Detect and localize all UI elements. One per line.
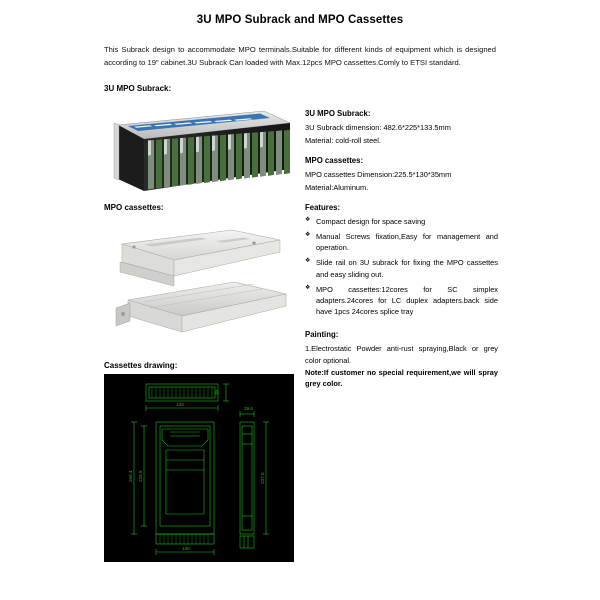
subrack-product-image [104, 99, 294, 198]
cassette-product-image [104, 216, 294, 356]
page-title: 3U MPO Subrack and MPO Cassettes [196, 14, 404, 26]
spacer [305, 147, 498, 155]
dim-right-small: 29.6 [244, 406, 253, 411]
spacer [305, 194, 498, 202]
footer-bar [0, 588, 600, 600]
dim-left-tall: 255.4 [128, 470, 133, 482]
section-label-subrack: 3U MPO Subrack: [104, 84, 172, 93]
dim-right-side: 237.5 [260, 472, 265, 484]
spec-column [305, 108, 498, 391]
intro-paragraph: This Subrack design to accommodate MPO terminals.Suitable for different kinds of equipment which is designed according to 19" cabinet.3U Subrack Can loaded with Max.12pcs MPO cassettes.Comly to ETSI standard. [104, 45, 496, 67]
cassette-cad-drawing [104, 374, 294, 562]
dim-left-tall2: 225.5 [138, 470, 143, 482]
subrack-dimension: 3U Subrack dimension: 482.6*225*133.5mm [305, 123, 451, 133]
painting-body: 1.Electrostatic Powder anti-rust spraying,Black or grey color optional. [305, 344, 498, 365]
spacer [305, 321, 498, 329]
cassettes-dimension: MPO cassettes Dimension:225.5*130*35mm [305, 170, 452, 180]
list-item: ❖ Compact design for space saving [305, 216, 498, 227]
features-heading: Features: [305, 203, 341, 213]
subrack-material: Material: cold-roll steel. [305, 135, 381, 145]
subrack-spec-heading: 3U MPO Subrack: [305, 109, 371, 118]
painting-note: Note:If customer no special requirement,we will spray grey color. [305, 368, 498, 389]
list-item: ❖ Manual Screws fixation,Easy for management and operation. [305, 231, 498, 253]
section-label-cassettes: MPO cassettes: [104, 203, 164, 212]
cassettes-spec-heading: MPO cassettes: [305, 156, 364, 166]
cassettes-material: Material:Aluminum. [305, 182, 369, 192]
list-item: ❖ MPO cassettes:12cores for SC simplex adapters.24cores for LC duplex adapters.back side have 1pcs 24cores splice tray [305, 284, 498, 317]
dim-top-width: 133 [176, 402, 184, 407]
features-list [305, 216, 498, 317]
list-item: ❖ Slide rail on 3U subrack for fixing the MPO cassettes and easy sliding out. [305, 257, 498, 279]
dim-top-height: 35 [214, 389, 219, 395]
dim-bottom: 130 [182, 546, 190, 551]
painting-heading: Painting: [305, 329, 339, 339]
section-label-drawing: Cassettes drawing: [104, 361, 178, 370]
